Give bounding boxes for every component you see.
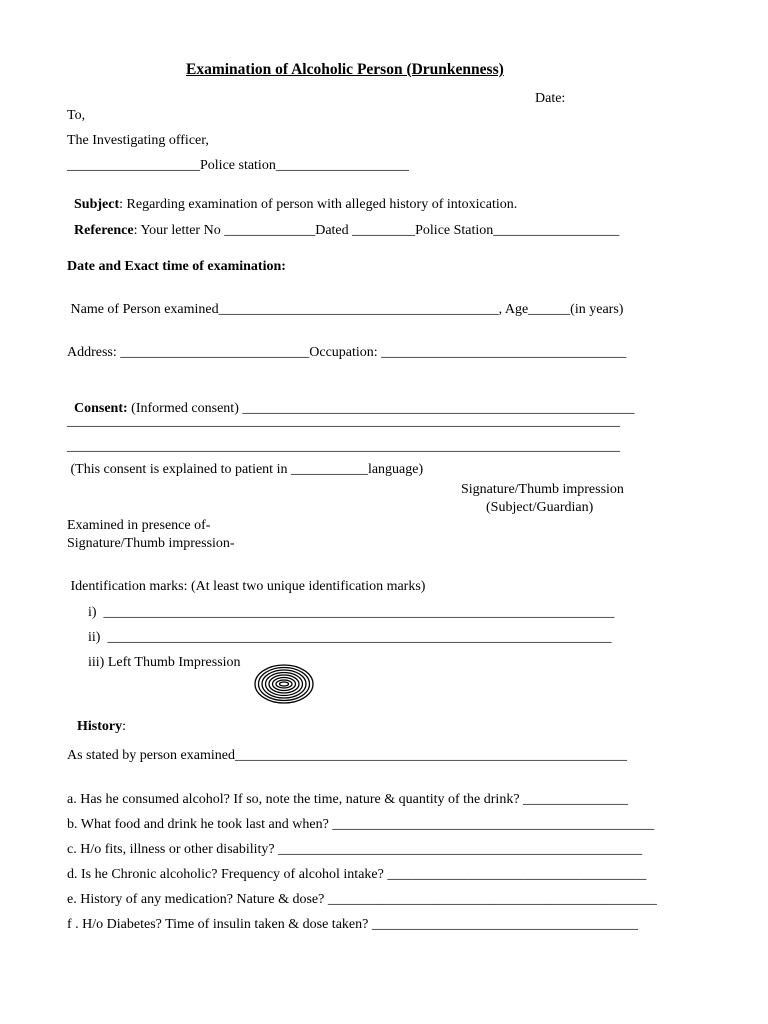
question-a: a. Has he consumed alcohol? If so, note the time, nature & quantity of the drink? _______________ bbox=[67, 792, 629, 807]
question-c: c. H/o fits, illness or other disability? ____________________________________________________ bbox=[67, 842, 643, 857]
consent-language-line: (This consent is explained to patient in ___________language) bbox=[67, 462, 424, 477]
signature-thumb-label: Signature/Thumb impression bbox=[461, 482, 624, 497]
police-station-line: ___________________Police station___________________ bbox=[67, 158, 409, 173]
subject-label: Subject bbox=[74, 197, 120, 212]
as-stated-line: As stated by person examined________________________________________________________ bbox=[67, 748, 627, 763]
identification-mark-i: i) _________________________________________________________________________ bbox=[88, 605, 615, 620]
subject-text: : Regarding examination of person with alleged history of intoxication. bbox=[119, 197, 518, 212]
reference-label: Reference bbox=[74, 223, 134, 238]
reference-text: : Your letter No _____________Dated _________Police Station__________________ bbox=[133, 223, 620, 238]
question-f: f . H/o Diabetes? Time of insulin taken & dose taken? ______________________________________ bbox=[67, 917, 638, 932]
question-e: e. History of any medication? Nature & dose? _______________________________________________ bbox=[67, 892, 657, 907]
fingerprint-icon bbox=[253, 663, 315, 705]
address-occupation-line: Address: ___________________________Occupation: ___________________________________ bbox=[67, 345, 627, 360]
subject-guardian-label: (Subject/Guardian) bbox=[486, 500, 594, 515]
identification-mark-ii: ii) ________________________________________________________________________ bbox=[88, 630, 612, 645]
to-line: To, bbox=[67, 108, 86, 123]
date-label: Date: bbox=[535, 91, 566, 106]
left-thumb-impression-label: iii) Left Thumb Impression bbox=[88, 655, 241, 670]
history-colon: : bbox=[122, 719, 126, 734]
investigating-officer: The Investigating officer, bbox=[67, 133, 209, 148]
signature-thumb-label-2: Signature/Thumb impression- bbox=[67, 536, 235, 551]
consent-blank-line-1: _______________________________________________________________________________ bbox=[67, 414, 620, 429]
page-title: Examination of Alcoholic Person (Drunkenness) bbox=[186, 61, 504, 78]
identification-marks-label: Identification marks: (At least two unique identification marks) bbox=[67, 579, 426, 594]
consent-line bbox=[67, 388, 634, 416]
history-line bbox=[70, 706, 126, 734]
subject-line bbox=[67, 184, 517, 212]
examined-presence-label: Examined in presence of- bbox=[67, 518, 211, 533]
question-d: d. Is he Chronic alcoholic? Frequency of alcohol intake? _____________________________________ bbox=[67, 867, 647, 882]
reference-line bbox=[67, 210, 619, 238]
history-label: History bbox=[77, 719, 123, 734]
name-age-line: Name of Person examined________________________________________, Age______(in years) bbox=[67, 302, 624, 317]
consent-text: (Informed consent) ________________________________________________________ bbox=[127, 401, 635, 416]
consent-blank-line-2: _______________________________________________________________________________ bbox=[67, 439, 620, 454]
exam-time-label: Date and Exact time of examination: bbox=[67, 259, 286, 274]
question-b: b. What food and drink he took last and when? ______________________________________________ bbox=[67, 817, 655, 832]
consent-label: Consent: bbox=[74, 401, 128, 416]
